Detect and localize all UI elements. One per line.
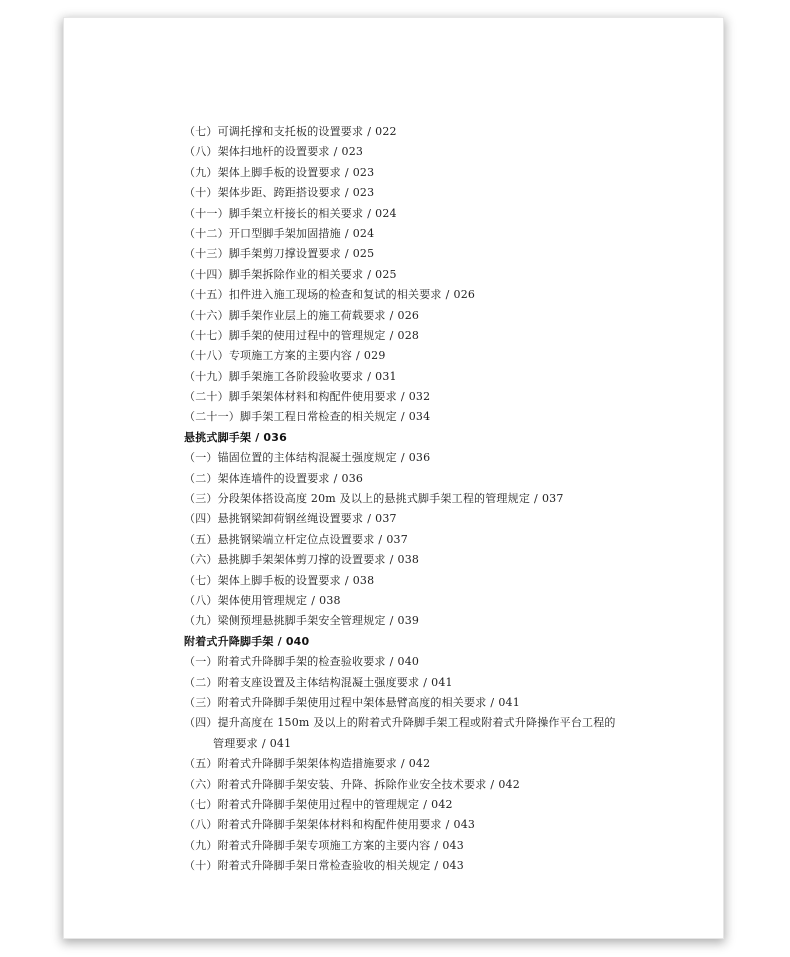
page-separator: / — [534, 492, 538, 506]
toc-page-number: 036 — [263, 430, 287, 444]
page-separator: / — [344, 226, 349, 240]
page-separator: / — [367, 206, 372, 220]
toc-entry-title: 扣件进入施工现场的检查和复试的相关要求 — [228, 288, 442, 302]
toc-entry — [184, 387, 704, 407]
toc-entry-title: 架体上脚手板的设置要求 — [217, 165, 341, 179]
toc-entry — [184, 183, 704, 203]
page-separator: / — [389, 655, 394, 669]
toc-entry — [184, 265, 704, 285]
toc-entry-title: 脚手架架体材料和构配件使用要求 — [228, 390, 397, 404]
toc-entry-number: （八） — [184, 593, 218, 607]
toc-entry — [184, 836, 704, 856]
toc-page-number: 023 — [352, 165, 375, 179]
toc-entry-title: 脚手架的使用过程中的管理规定 — [228, 328, 386, 342]
page-separator: / — [434, 838, 439, 852]
toc-entry-number: （八） — [184, 818, 218, 832]
toc-page-number: 043 — [442, 859, 464, 873]
toc-entry — [184, 285, 704, 305]
toc-entry — [184, 306, 704, 326]
toc-page-number: 031 — [375, 369, 397, 383]
toc-entry-title: 脚手架剪刀撑设置要求 — [228, 247, 341, 261]
page-separator: / — [434, 859, 439, 873]
toc-page-number: 032 — [408, 390, 431, 404]
toc-entry — [184, 142, 704, 162]
toc-entry — [184, 204, 704, 224]
toc-entry-number: （七） — [184, 797, 218, 811]
page-separator: / — [389, 614, 394, 628]
page-separator: / — [367, 512, 372, 526]
toc-entry-title: 附着式升降脚手架使用过程中架体悬臂高度的相关要求 — [217, 695, 487, 709]
document-page — [64, 18, 723, 938]
toc-page-number: 037 — [541, 492, 564, 506]
toc-entry — [184, 611, 704, 631]
page-separator: / — [400, 390, 405, 404]
toc-page-number: 029 — [363, 349, 386, 363]
toc-page-number: 038 — [352, 573, 375, 587]
toc-entry — [184, 815, 704, 835]
toc-entry — [184, 673, 704, 693]
page-separator: / — [389, 328, 394, 342]
toc-entry-number: （八） — [184, 145, 218, 159]
toc-entry — [184, 244, 704, 264]
toc-entry-number: （六） — [184, 553, 218, 567]
toc-page-number: 040 — [285, 634, 310, 648]
toc-page-number: 028 — [397, 328, 420, 342]
page-separator: / — [333, 471, 338, 485]
toc-entry-title: 附着支座设置及主体结构混凝土强度要求 — [217, 675, 420, 689]
toc-entry — [184, 224, 704, 244]
page-separator: / — [423, 675, 428, 689]
toc-entry — [184, 754, 704, 774]
toc-page-number: 039 — [397, 614, 420, 628]
page-separator: / — [400, 757, 405, 771]
toc-page-number: 034 — [408, 410, 431, 424]
toc-entry-title: 附着式升降脚手架的检查验收要求 — [217, 655, 386, 669]
toc-entry-number: （七） — [184, 573, 218, 587]
toc-page-number: 043 — [442, 838, 464, 852]
toc-entry-title: 悬挑钢梁卸荷钢丝绳设置要求 — [217, 512, 364, 526]
toc-entry — [184, 713, 704, 733]
toc-entry-number: （十） — [184, 186, 218, 200]
toc-page-number: 037 — [375, 512, 397, 526]
toc-section-heading — [184, 428, 704, 448]
page-separator: / — [261, 736, 266, 750]
toc-page-number: 023 — [352, 186, 375, 200]
toc-entry-number: （十一） — [184, 206, 229, 220]
toc-entry-number: （十） — [184, 859, 218, 873]
toc-entry — [184, 795, 704, 815]
toc-entry-number: （十五） — [184, 288, 229, 302]
toc-page-number: 024 — [352, 226, 375, 240]
toc-entry — [184, 775, 704, 795]
toc-entry — [184, 652, 704, 672]
toc-entry — [184, 530, 704, 550]
toc-entry-number: （三） — [184, 695, 218, 709]
toc-entry-number: （六） — [184, 777, 218, 791]
toc-page-number: 040 — [397, 655, 420, 669]
toc-page-number: 042 — [498, 777, 520, 791]
toc-entry — [184, 734, 704, 754]
toc-entry-title: 可调托撑和支托板的设置要求 — [217, 125, 364, 138]
toc-entry-title: 提升高度在 150m 及以上的附着式升降脚手架工程或附着式升降操作平台工程的 — [217, 716, 616, 730]
toc-entry-title: 梁侧预埋悬挑脚手架安全管理规定 — [217, 614, 386, 628]
page-separator: / — [333, 145, 338, 159]
toc-page-number: 026 — [397, 308, 420, 322]
toc-entry — [184, 509, 704, 529]
page-separator: / — [344, 165, 349, 179]
toc-entry — [184, 489, 704, 509]
page-separator: / — [490, 777, 495, 791]
toc-page-number: 043 — [453, 818, 476, 832]
page-separator: / — [400, 410, 405, 424]
page-separator: / — [445, 288, 450, 302]
toc-page-number: 026 — [453, 288, 476, 302]
toc-entry-title: 架体步距、跨距搭设要求 — [217, 186, 341, 200]
toc-entry-number: （十二） — [184, 226, 229, 240]
toc-entry-number: （二） — [184, 675, 218, 689]
toc-entry-title: 架体上脚手板的设置要求 — [217, 573, 341, 587]
toc-entry-title: 架体使用管理规定 — [217, 593, 308, 607]
toc-entry-number: （十三） — [184, 247, 229, 261]
toc-page-number: 036 — [341, 471, 364, 485]
toc-entry-title: 架体扫地杆的设置要求 — [217, 145, 330, 159]
page-separator: / — [367, 125, 372, 138]
toc-page-number: 041 — [269, 736, 292, 750]
page-separator: / — [490, 695, 495, 709]
toc-entry-number: （十九） — [184, 369, 229, 383]
toc-page-number: 041 — [498, 695, 520, 709]
toc-entry-number: （五） — [184, 757, 218, 771]
toc-entry-number: （九） — [184, 165, 218, 179]
page-separator: / — [344, 186, 349, 200]
toc-entry-number: （十四） — [184, 267, 229, 281]
toc-entry — [184, 326, 704, 346]
page-separator: / — [445, 818, 450, 832]
toc-entry-title: 分段架体搭设高度 20m 及以上的悬挑式脚手架工程的管理规定 — [217, 492, 531, 506]
toc-entry-number: （四） — [184, 716, 218, 730]
page-separator: / — [277, 634, 282, 648]
toc-entry-number: （九） — [184, 614, 218, 628]
toc-entry — [184, 407, 704, 427]
toc-entry-title: 脚手架作业层上的施工荷载要求 — [228, 308, 386, 322]
page-separator: / — [423, 797, 428, 811]
toc-entry — [184, 591, 704, 611]
toc-entry-number: （十八） — [184, 349, 229, 363]
toc-entry-title: 附着式升降脚手架日常检查验收的相关规定 — [217, 859, 431, 873]
toc-entry-number: （二） — [184, 471, 218, 485]
section-heading-title: 悬挑式脚手架 — [184, 430, 252, 444]
toc-page-number: 024 — [375, 206, 397, 220]
toc-entry-number: （九） — [184, 838, 218, 852]
toc-entry-title: 悬挑脚手架架体剪刀撑的设置要求 — [217, 553, 386, 567]
toc-page-number: 025 — [352, 247, 375, 261]
toc-entry — [184, 571, 704, 591]
toc-entry-title: 专项施工方案的主要内容 — [228, 349, 353, 363]
toc-entry-title: 开口型脚手架加固措施 — [228, 226, 341, 240]
toc-page-number: 025 — [375, 267, 397, 281]
toc-entry — [184, 693, 704, 713]
toc-entry-title: 脚手架立杆接长的相关要求 — [228, 206, 364, 220]
toc-entry-number: （四） — [184, 512, 218, 526]
toc-entry-title: 附着式升降脚手架架体材料和构配件使用要求 — [217, 818, 442, 832]
toc-entry-title: 锚固位置的主体结构混凝土强度规定 — [217, 451, 397, 465]
page-separator: / — [378, 532, 383, 546]
toc-entry-title: 脚手架拆除作业的相关要求 — [228, 267, 364, 281]
toc-entry — [184, 550, 704, 570]
toc-entry — [184, 367, 704, 387]
toc-entry-number: （一） — [184, 451, 218, 465]
page-separator: / — [344, 247, 349, 261]
toc-entry-title: 附着式升降脚手架专项施工方案的主要内容 — [217, 838, 431, 852]
page-separator: / — [311, 593, 316, 607]
toc-entry-title: 悬挑钢梁端立杆定位点设置要求 — [217, 532, 375, 546]
toc-entry-number: （十七） — [184, 328, 229, 342]
toc-entry-number: （七） — [184, 125, 218, 138]
toc-entry-number: （三） — [184, 492, 218, 506]
toc-page-number: 038 — [319, 593, 341, 607]
toc-page-number: 023 — [341, 145, 364, 159]
toc-entry-title: 脚手架施工各阶段验收要求 — [228, 369, 364, 383]
toc-entry-title: 附着式升降脚手架架体构造措施要求 — [217, 757, 397, 771]
toc-entry — [184, 448, 704, 468]
toc-entry-number: （二十） — [184, 390, 229, 404]
toc-entry — [184, 469, 704, 489]
toc-page-number: 042 — [408, 757, 431, 771]
table-of-contents — [184, 122, 704, 876]
page-separator: / — [389, 553, 394, 567]
toc-entry-number: （五） — [184, 532, 218, 546]
toc-entry-title: 架体连墙件的设置要求 — [217, 471, 330, 485]
toc-entry-title: 脚手架工程日常检查的相关规定 — [240, 410, 397, 424]
toc-entry — [184, 856, 704, 876]
toc-section-heading — [184, 632, 704, 652]
page-separator: / — [255, 430, 260, 444]
toc-page-number: 036 — [408, 451, 431, 465]
toc-page-number: 038 — [397, 553, 420, 567]
toc-page-number: 037 — [386, 532, 408, 546]
toc-entry-title: 附着式升降脚手架使用过程中的管理规定 — [217, 797, 420, 811]
toc-entry — [184, 346, 704, 366]
toc-entry — [184, 163, 704, 183]
toc-page-number: 042 — [431, 797, 453, 811]
toc-entry-number: （二十一） — [184, 410, 240, 424]
toc-entry-title: 管理要求 — [213, 736, 258, 750]
toc-entry — [184, 122, 704, 142]
page-separator: / — [367, 369, 372, 383]
page-separator: / — [356, 349, 360, 363]
toc-page-number: 041 — [431, 675, 453, 689]
section-heading-title: 附着式升降脚手架 — [184, 634, 274, 648]
page-separator: / — [344, 573, 349, 587]
page-separator: / — [367, 267, 372, 281]
toc-entry-number: （一） — [184, 655, 218, 669]
toc-page-number: 022 — [375, 125, 397, 138]
page-separator: / — [400, 451, 405, 465]
toc-entry-title: 附着式升降脚手架安装、升降、拆除作业安全技术要求 — [217, 777, 487, 791]
page-separator: / — [389, 308, 394, 322]
toc-entry-number: （十六） — [184, 308, 229, 322]
